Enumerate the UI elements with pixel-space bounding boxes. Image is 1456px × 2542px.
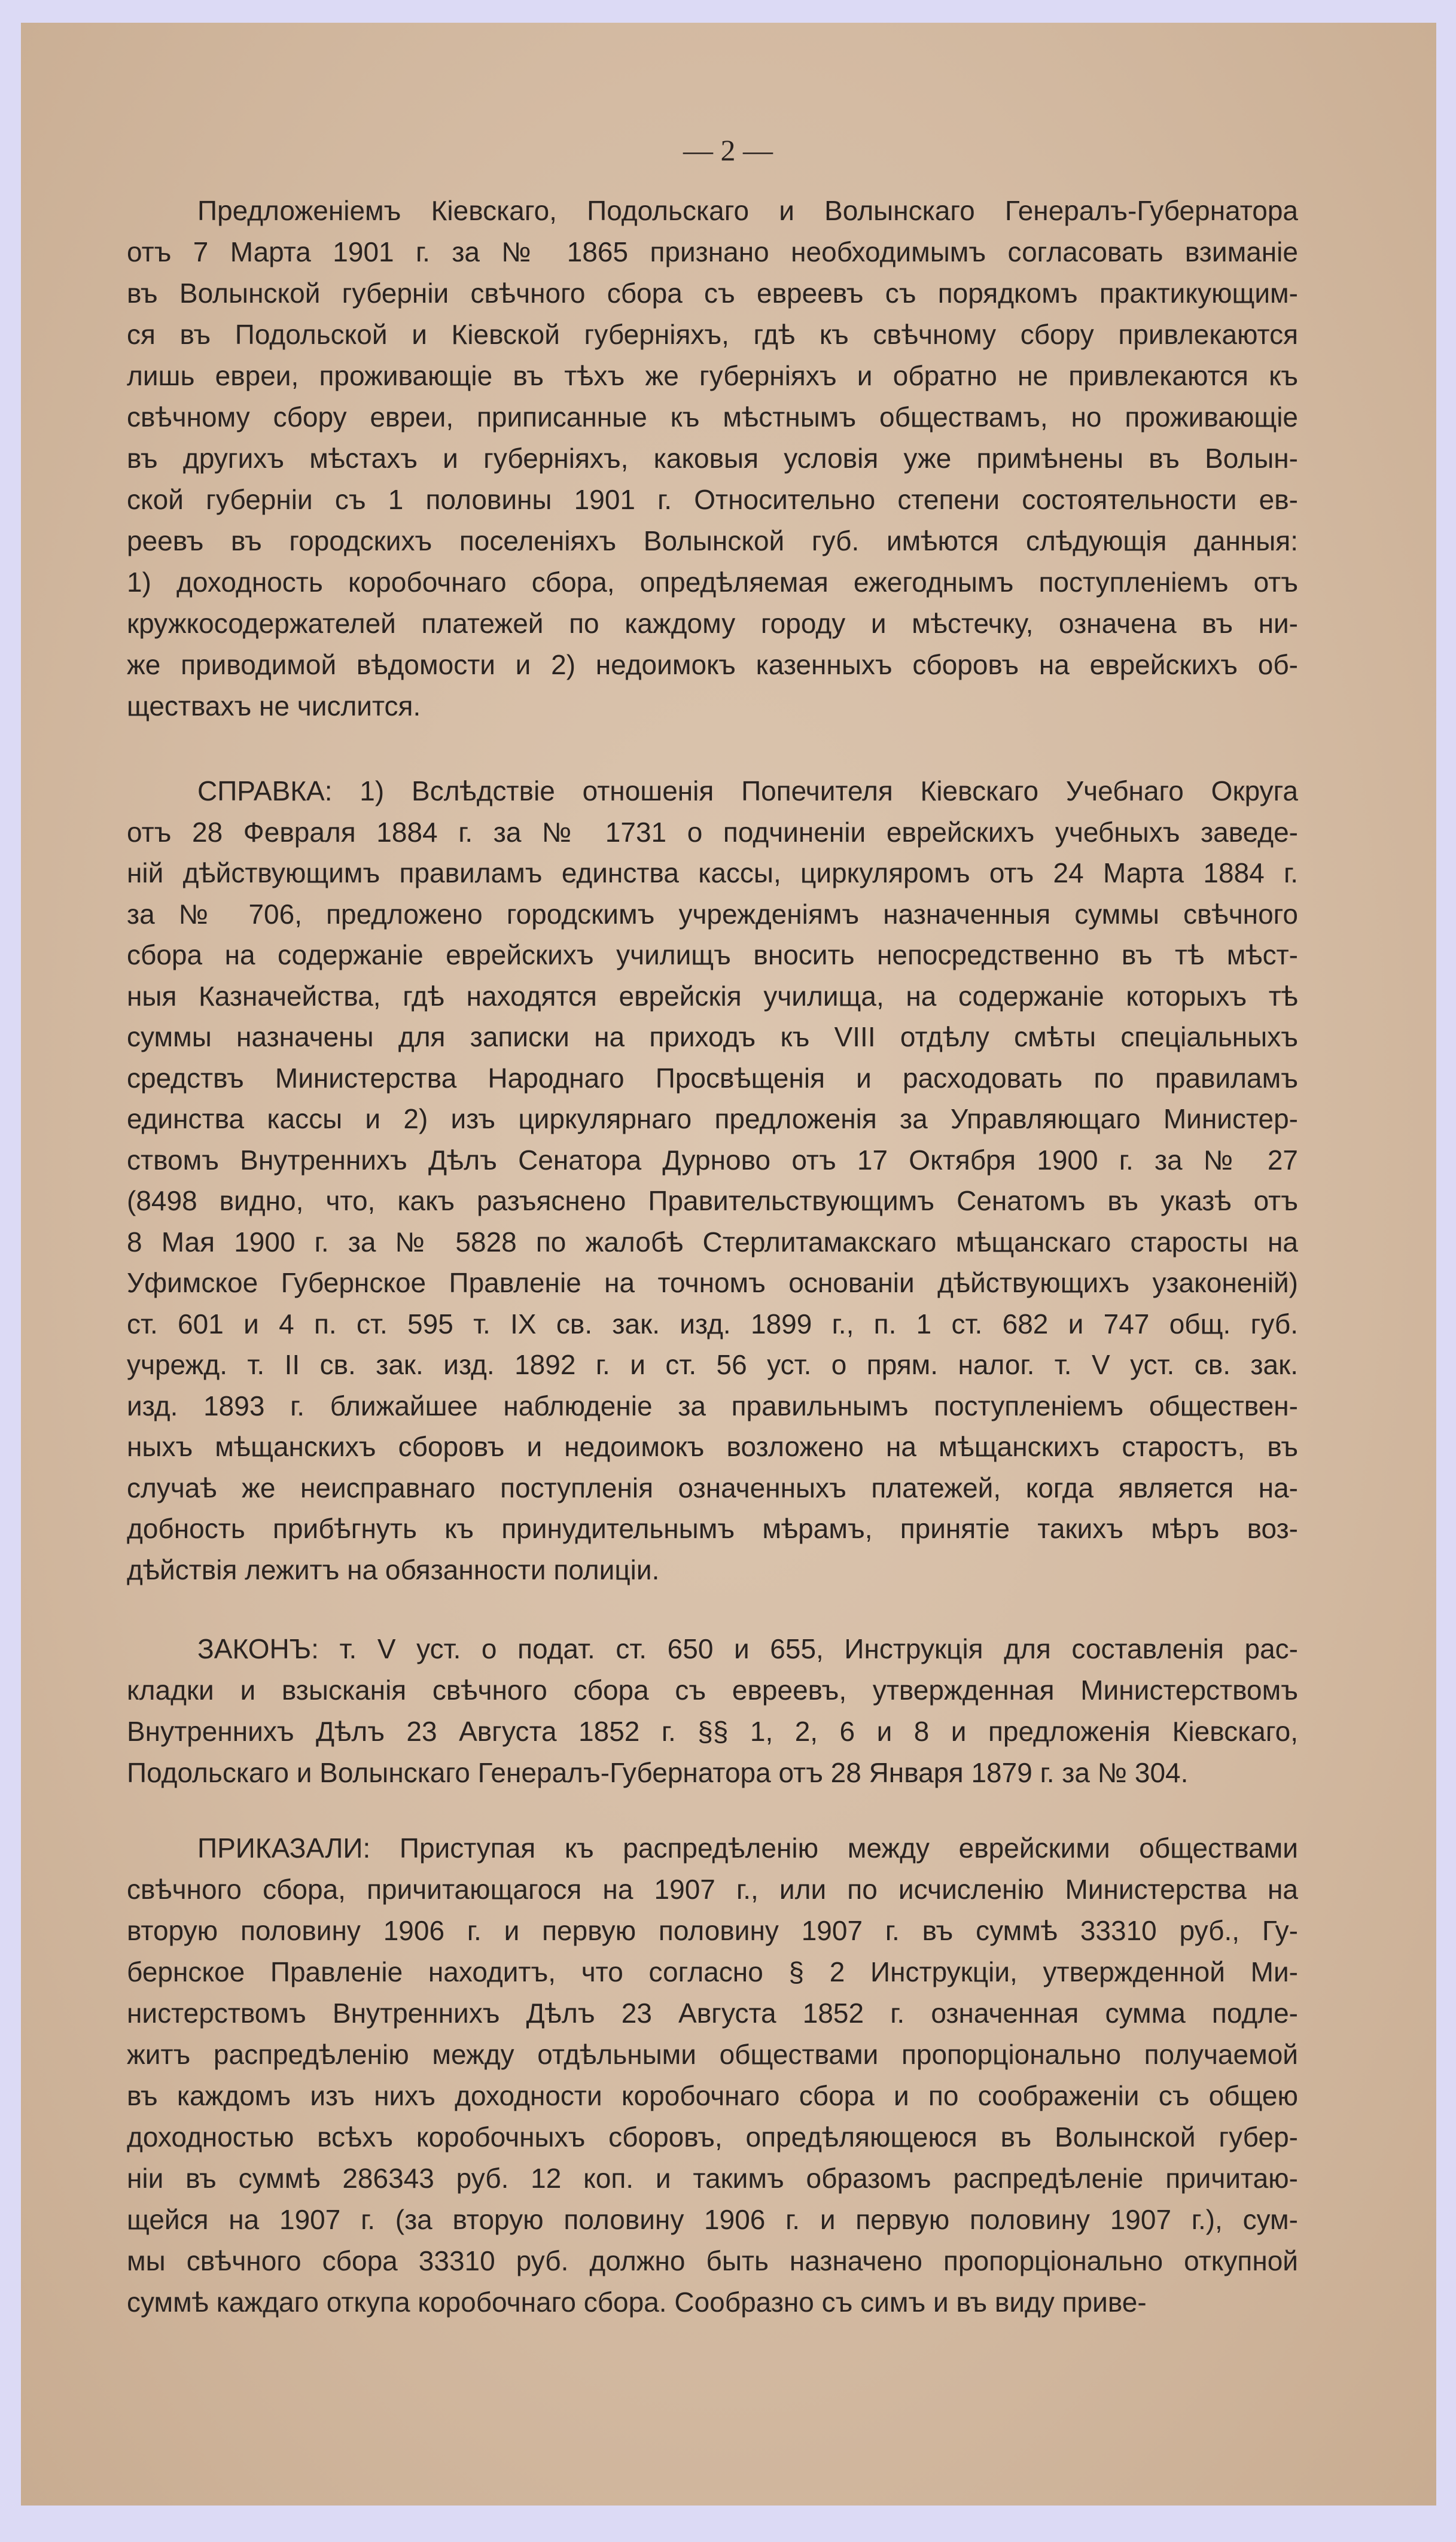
text-line: реевъ въ городскихъ поселеніяхъ Волынской губ. имѣются слѣдующія данныя:	[127, 525, 1298, 556]
text-line: бернское Правленіе находитъ, что согласно § 2 Инструкціи, утвержденной Ми-	[127, 1956, 1298, 1987]
text-line: дѣйствія лежитъ на обязанности полиціи.	[127, 1554, 660, 1585]
text-line: суммѣ каждаго откупа коробочнаго сбора. Сообразно съ симъ и въ виду приве-	[127, 2287, 1147, 2318]
text-line: ществахъ не числится.	[127, 690, 421, 721]
text-line: изд. 1893 г. ближайшее наблюденіе за правильнымъ поступленіемъ обществен-	[127, 1390, 1298, 1421]
text-line: Внутреннихъ Дѣлъ 23 Августа 1852 г. §§ 1, 2, 6 и 8 и предложенія Кіевскаго,	[127, 1716, 1298, 1747]
text-line: добность прибѣгнуть къ принудительнымъ мѣрамъ, принятіе такихъ мѣръ воз-	[127, 1513, 1298, 1544]
text-line: кружкосодержателей платежей по каждому городу и мѣстечку, означена въ ни-	[127, 608, 1298, 639]
text-line: ПРИКАЗАЛИ: Приступая къ распредѣленію между еврейскими обществами	[197, 1832, 1298, 1864]
text-line: же приводимой вѣдомости и 2) недоимокъ казенныхъ сборовъ на еврейскихъ об-	[127, 649, 1298, 680]
text-line: ныхъ мѣщанскихъ сборовъ и недоимокъ возложено на мѣщанскихъ старостъ, въ	[127, 1431, 1298, 1462]
text-line: житъ распредѣленію между отдѣльными обществами пропорціонально получаемой	[127, 2039, 1298, 2070]
text-line: за № 706, предложено городскимъ учрежденіямъ назначенныя суммы свѣчного	[127, 898, 1298, 930]
text-line: ст. 601 и 4 п. ст. 595 т. IX св. зак. изд. 1899 г., п. 1 ст. 682 и 747 общ. губ.	[127, 1308, 1298, 1340]
text-line: отъ 7 Марта 1901 г. за № 1865 признано необходимымъ согласовать взиманіе	[127, 236, 1298, 267]
text-line: СПРАВКА: 1) Вслѣдствіе отношенія Попечителя Кіевскаго Учебнаго Округа	[197, 775, 1298, 806]
text-line: сбора на содержаніе еврейскихъ училищъ вносить непосредственно въ тѣ мѣст-	[127, 939, 1298, 970]
text-line: Уфимское Губернское Правленіе на точномъ основаніи дѣйствующихъ узаконеній)	[127, 1267, 1298, 1298]
text-line: (8498 видно, что, какъ разъяснено Правительствующимъ Сенатомъ въ указѣ отъ	[127, 1185, 1298, 1216]
page-number: — 2 —	[683, 133, 773, 167]
text-line: въ Волынской губерніи свѣчного сбора съ евреевъ съ порядкомъ практикующим-	[127, 278, 1298, 309]
text-line: учрежд. т. II св. зак. изд. 1892 г. и ст. 56 уст. о прям. налог. т. V уст. св. зак.	[127, 1349, 1298, 1380]
text-line: единства кассы и 2) изъ циркулярнаго предложенія за Управляющаго Министер-	[127, 1103, 1298, 1134]
text-line: ствомъ Внутреннихъ Дѣлъ Сенатора Дурново отъ 17 Октября 1900 г. за № 27	[127, 1144, 1298, 1176]
text-line: отъ 28 Февраля 1884 г. за № 1731 о подчиненіи еврейскихъ учебныхъ заведе-	[127, 816, 1298, 848]
text-line: Предложеніемъ Кіевскаго, Подольскаго и Волынскаго Генералъ-Губернатора	[197, 195, 1298, 226]
text-line: свѣчному сбору евреи, приписанные къ мѣстнымъ обществамъ, но проживающіе	[127, 401, 1298, 433]
text-line: свѣчного сбора, причитающагося на 1907 г., или по исчисленію Министерства на	[127, 1874, 1298, 1905]
text-line: ніи въ суммѣ 286343 руб. 12 коп. и такимъ образомъ распредѣленіе причитаю-	[127, 2163, 1298, 2194]
text-line: средствъ Министерства Народнаго Просвѣщенія и расходовать по правиламъ	[127, 1062, 1298, 1094]
text-line: ныя Казначейства, гдѣ находятся еврейскія училища, на содержаніе которыхъ тѣ	[127, 980, 1298, 1012]
text-line: лишь евреи, проживающіе въ тѣхъ же губерніяхъ и обратно не привлекаются къ	[127, 360, 1298, 391]
text-line: ЗАКОНЪ: т. V уст. о подат. ст. 650 и 655, Инструкція для составленія рас-	[197, 1633, 1298, 1664]
text-line: ній дѣйствующимъ правиламъ единства кассы, циркуляромъ отъ 24 Марта 1884 г.	[127, 857, 1298, 888]
text-line: случаѣ же неисправнаго поступленія означенныхъ платежей, когда является на-	[127, 1472, 1298, 1503]
text-line: ской губерніи съ 1 половины 1901 г. Относительно степени состоятельности ев-	[127, 484, 1298, 515]
text-line: въ каждомъ изъ нихъ доходности коробочнаго сбора и по соображеніи съ общею	[127, 2080, 1298, 2111]
paragraph-proposal	[127, 190, 1298, 727]
text-line: въ другихъ мѣстахъ и губерніяхъ, каковыя условія уже примѣнены въ Волын-	[127, 443, 1298, 474]
text-line: щейся на 1907 г. (за вторую половину 1906 г. и первую половину 1907 г.), сум-	[127, 2204, 1298, 2235]
text-line: кладки и взысканія свѣчного сбора съ евреевъ, утвержденная Министерствомъ	[127, 1675, 1298, 1706]
paragraph-spravka	[127, 771, 1298, 1590]
text-line: вторую половину 1906 г. и первую половину 1907 г. въ суммѣ 33310 руб., Гу-	[127, 1915, 1298, 1946]
text-line: ся въ Подольской и Кіевской губерніяхъ, гдѣ къ свѣчному сбору привлекаются	[127, 319, 1298, 350]
text-line: мы свѣчного сбора 33310 руб. должно быть назначено пропорціонально откупной	[127, 2245, 1298, 2276]
text-line: 1) доходность коробочнаго сбора, опредѣляемая ежегоднымъ поступленіемъ отъ	[127, 567, 1298, 598]
text-line: нистерствомъ Внутреннихъ Дѣлъ 23 Августа 1852 г. означенная сумма подле-	[127, 1998, 1298, 2029]
text-line: доходностью всѣхъ коробочныхъ сборовъ, опредѣляющеюся въ Волынской губер-	[127, 2121, 1298, 2153]
text-line: Подольскаго и Волынскаго Генералъ-Губернатора отъ 28 Января 1879 г. за № 304.	[127, 1757, 1189, 1788]
paragraph-prikazali	[127, 1828, 1298, 2323]
text-line: 8 Мая 1900 г. за № 5828 по жалобѣ Стерлитамакскаго мѣщанскаго старосты на	[127, 1226, 1298, 1258]
text-line: суммы назначены для записки на приходъ къ VIII отдѣлу смѣты спеціальныхъ	[127, 1021, 1298, 1052]
paragraph-zakon	[127, 1628, 1298, 1794]
